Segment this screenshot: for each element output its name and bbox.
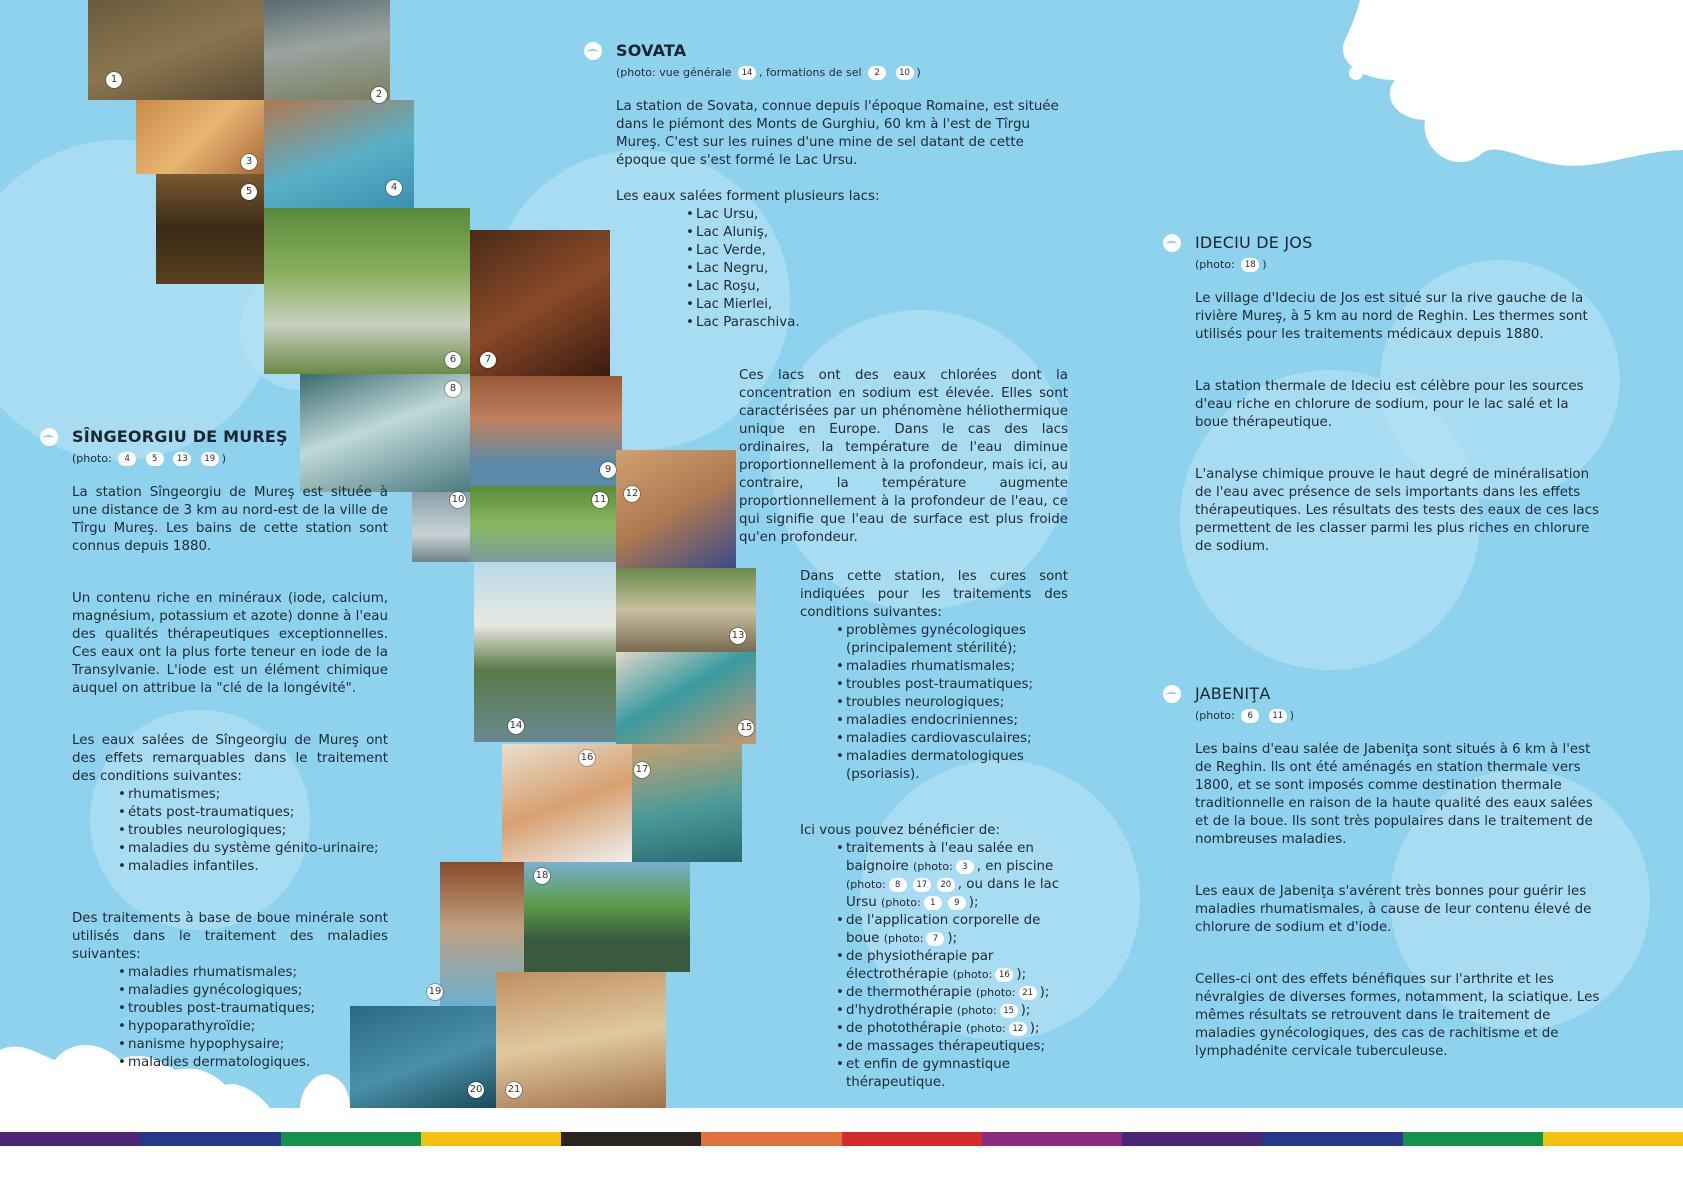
list-item: • Lac Paraschiva.: [686, 314, 1068, 332]
photo-ref-label: (photo:: [1195, 258, 1235, 271]
jabenita-heading: [1195, 685, 1605, 705]
list-item: • Lac Aluniş,: [686, 224, 1068, 242]
photo-ref-label: ): [916, 66, 921, 79]
benefit-text: de l'application corporelle de boue: [846, 913, 1041, 946]
photo-number-17: 17: [634, 762, 650, 778]
photo-number-14: 14: [508, 718, 524, 734]
singeorgiu-title: SÎNGEORGIU DE MUREŞ: [72, 427, 288, 446]
color-segment: [1403, 1132, 1543, 1146]
photo-number-8: 8: [445, 381, 461, 397]
list-item: • problèmes gynécologiques (principalement stérilité);: [836, 622, 1068, 658]
jabenita-title: JABENIŢA: [1195, 684, 1271, 703]
benefit-text: );: [1039, 985, 1050, 1000]
list-item: • maladies rhumatismales;: [118, 964, 388, 982]
sovata-lakes-list: [686, 206, 1068, 332]
list-item: • maladies dermatologiques (psoriasis).: [836, 748, 1068, 784]
singeorgiu-minerals: Un contenu riche en minéraux (iode, calcium, magnésium, potassium et azote) donne à l'eau des qualités thérapeutiques exceptionnelles. Ces eaux ont la plus forte teneur en iode de la Transylvanie. L'iode est un élément chimique auquel on attribue la "clé de la longévité".: [72, 591, 388, 696]
list-item: • Lac Mierlei,: [686, 296, 1068, 314]
list-item: • de massages thérapeutiques;: [836, 1038, 1068, 1056]
photo-ref-badge: 2: [868, 66, 886, 80]
list-item: • maladies du système génito-urinaire;: [118, 840, 388, 858]
photo-ref-badge: 17: [913, 878, 931, 892]
photo-number-13: 13: [730, 628, 746, 644]
color-stripe: [0, 1132, 1683, 1146]
photo-17-indoor-pool: [632, 744, 742, 862]
sovata-cures-intro: Dans cette station, les cures sont indiquées pour les traitements des conditions suivantes:: [800, 569, 1068, 620]
jabenita-p1: Les bains d'eau salée de Jabeniţa sont situés à 6 km à l'est de Reghin. Ils ont été aménagés en station thermale vers 1800, et se sont imposés comme destination thermale traditionnelle en raison de la haute qualité des eaux salées et de la boue. Ils sont très populaires dans le traitement de nombreuses maladies.: [1195, 742, 1593, 847]
sovata-benefits-list: [836, 840, 1068, 1092]
photo-number-1: 1: [106, 72, 122, 88]
section-ideciu: [1195, 234, 1605, 556]
color-segment: [842, 1132, 982, 1146]
singeorgiu-intro: La station Sîngeorgiu de Mureş est située à une distance de 3 km au nord-est de la ville de Tîrgu Mureş. Les bains de cette station sont connus depuis 1880.: [72, 485, 388, 554]
list-item: • troubles neurologiques;: [836, 694, 1068, 712]
photo-number-15: 15: [738, 720, 754, 736]
photo-number-11: 11: [592, 492, 608, 508]
color-segment: [0, 1132, 140, 1146]
photo-number-10: 10: [450, 492, 466, 508]
photo-ref-label: (photo:: [966, 1022, 1006, 1035]
wave-bullet-icon: [584, 42, 602, 60]
photo-number-16: 16: [579, 750, 595, 766]
ideciu-p1: Le village d'Ideciu de Jos est situé sur la rive gauche de la rivière Mureş, à 5 km au nord de Reghin. Les thermes sont utilisés pour les traitements médicaux depuis 1880.: [1195, 291, 1588, 342]
photo-14-hotel-lake: [474, 562, 616, 742]
jabenita-p2: Les eaux de Jabeniţa s'avérent très bonnes pour guérir les maladies rhumatismales, à cause de leur contenu élevé de chlorure de sodium et d'iode.: [1195, 884, 1592, 935]
photo-number-5: 5: [241, 184, 257, 200]
list-item: • Lac Verde,: [686, 242, 1068, 260]
list-item: • maladies infantiles.: [118, 858, 388, 876]
photo-ref-badge: 3: [956, 860, 974, 874]
photo-ref-badge: 10: [896, 66, 914, 80]
photo-ref-label: (photo:: [956, 1004, 997, 1017]
benefit-text: , ou dans le lac Ursu: [846, 877, 1060, 910]
photo-ref-badge: 19: [201, 452, 219, 466]
singeorgiu-salt-list: [118, 786, 388, 876]
list-item: • états post-traumatiques;: [118, 804, 388, 822]
color-segment: [140, 1132, 280, 1146]
benefit-text: , en piscine: [976, 859, 1054, 874]
sovata-heading: [616, 42, 1068, 62]
photo-number-20: 20: [468, 1082, 484, 1098]
photo-6-park: [264, 208, 470, 374]
photo-number-18: 18: [534, 868, 550, 884]
sovata-benefits-intro: Ici vous pouvez bénéficier de:: [800, 823, 1000, 838]
benefit-text: de thermothérapie: [846, 985, 972, 1000]
wave-bullet-icon: [1163, 685, 1181, 703]
list-item: • Lac Negru,: [686, 260, 1068, 278]
photo-number-12: 12: [624, 486, 640, 502]
list-item: • maladies gynécologiques;: [118, 982, 388, 1000]
photo-ref-badge: 4: [118, 452, 136, 466]
sovata-benefits: [800, 822, 1068, 1092]
photo-ref-badge: 14: [738, 66, 756, 80]
sovata-lakes-intro: Les eaux salées forment plusieurs lacs:: [616, 189, 880, 204]
benefit-text: traitements à l'eau salée en baignoire: [846, 841, 1034, 874]
color-segment: [1543, 1132, 1683, 1146]
photo-ref-label: , formations de sel: [759, 66, 862, 79]
photo-16-physiotherapy: [502, 744, 632, 862]
photo-ref-badge: 7: [926, 932, 944, 946]
benefit-text: de photothérapie: [846, 1021, 962, 1036]
photo-ref-badge: 1: [924, 896, 942, 910]
sovata-intro: La station de Sovata, connue depuis l'époque Romaine, est située dans le piémont des Monts de Gurghiu, 60 km à l'est de Tîrgu Mureş. C'est sur les ruines d'une mine de sel datant de cette époque que s'est formé le Lac Ursu.: [616, 99, 1059, 168]
list-item: [836, 948, 1068, 984]
photo-number-9: 9: [600, 462, 616, 478]
list-item: • maladies endocriniennes;: [836, 712, 1068, 730]
benefit-text: );: [947, 931, 958, 946]
photo-number-7: 7: [480, 352, 496, 368]
photo-ref-label: (photo:: [883, 932, 924, 945]
singeorgiu-mud-intro: Des traitements à base de boue minérale sont utilisés dans le traitement des maladies suivantes:: [72, 911, 388, 962]
sovata-cures-list: [836, 622, 1068, 784]
photo-number-4: 4: [386, 180, 402, 196]
photo-ref-label: (photo:: [72, 452, 112, 465]
photo-2-salt-formations: [264, 0, 390, 100]
list-item: • nanisme hypophysaire;: [118, 1036, 388, 1054]
color-segment: [561, 1132, 701, 1146]
photo-ref-label: ): [1262, 258, 1267, 271]
singeorgiu-mud-list: [118, 964, 388, 1072]
jabenita-photo-ref: [1195, 707, 1605, 725]
photo-ref-badge: 11: [1269, 709, 1287, 723]
list-item: [836, 1020, 1068, 1038]
photo-ref-label: (photo:: [952, 968, 993, 981]
section-sovata: [616, 42, 1068, 332]
ideciu-photo-ref: [1195, 256, 1605, 274]
benefit-text: );: [1016, 967, 1027, 982]
color-segment: [1122, 1132, 1262, 1146]
photo-ref-badge: 12: [1009, 1022, 1027, 1036]
color-segment: [421, 1132, 561, 1146]
photo-ref-badge: 5: [146, 452, 164, 466]
wave-bullet-icon: [40, 428, 58, 446]
photo-ref-badge: 8: [889, 878, 907, 892]
sovata-heliothermic: Ces lacs ont des eaux chlorées dont la concentration en sodium est élevée. Elles sont caractérisées par un phénomène héliothermique unique en Europe. Dans le cas des lacs ordinaires, la température de l'eau diminue proportionnellement à la profondeur, mais ici, au contraire, la température augmente proportionnellement à la profondeur de l'eau, ce qui signifie que l'eau de surface est plus froide qu'en profondeur.: [739, 368, 1068, 545]
list-item: • maladies dermatologiques.: [118, 1054, 388, 1072]
list-item: • et enfin de gymnastique thérapeutique.: [836, 1056, 1068, 1092]
benefit-text: );: [968, 895, 979, 910]
benefit-text: );: [1029, 1021, 1040, 1036]
list-item: • rhumatismes;: [118, 786, 388, 804]
list-item: • hypoparathyroïdie;: [118, 1018, 388, 1036]
photo-ref-badge: 6: [1241, 709, 1259, 723]
photo-ref-badge: 15: [1000, 1004, 1018, 1018]
photo-ref-label: ): [1289, 709, 1295, 722]
photo-ref-label: (photo:: [846, 878, 886, 891]
photo-ref-label: (photo:: [913, 860, 953, 873]
color-segment: [701, 1132, 841, 1146]
list-item: • maladies cardiovasculaires;: [836, 730, 1068, 748]
photo-ref-badge: 13: [173, 452, 191, 466]
list-item: • maladies rhumatismales;: [836, 658, 1068, 676]
list-item: [836, 984, 1068, 1002]
ideciu-title: IDECIU DE JOS: [1195, 233, 1313, 252]
color-segment: [281, 1132, 421, 1146]
color-segment: [1262, 1132, 1402, 1146]
photo-ref-label: (photo:: [1195, 709, 1235, 722]
jabenita-p3: Celles-ci ont des effets bénéfiques sur l'arthrite et les névralgies de diverses formes, notamment, la sciatique. Les mêmes résultats se retrouvent dans le traitement de maladies gynécologiques, des cas de rachitisme et de lymphadénite cervicale tuberculeuse.: [1195, 972, 1600, 1059]
list-item: [836, 840, 1068, 912]
photo-ref-label: ): [221, 452, 227, 465]
list-item: • Lac Roşu,: [686, 278, 1068, 296]
ideciu-p3: L'analyse chimique prouve le haut degré de minéralisation de l'eau avec présence de sels importants dans les effets thérapeutiques. Les résultats des tests des eaux de ces lacs permettent de les classer parmi les plus riches en chlorure de sodium.: [1195, 467, 1599, 554]
list-item: [836, 1002, 1068, 1020]
wave-bullet-icon: [1163, 234, 1181, 252]
singeorgiu-photo-ref: [72, 450, 388, 468]
photo-ref-badge: 9: [948, 896, 966, 910]
photo-12-massage: [616, 450, 736, 568]
section-singeorgiu: [72, 428, 388, 1072]
photo-ref-badge: 18: [1241, 258, 1259, 272]
photo-ref-badge: 16: [995, 968, 1013, 982]
list-item: [836, 912, 1068, 948]
ideciu-p2: La station thermale de Ideciu est célèbre pour les sources d'eau riche en chlorure de sodium, pour le lac salé et la boue thérapeutique.: [1195, 379, 1584, 430]
photo-number-2: 2: [371, 87, 387, 103]
benefit-text: );: [1020, 1003, 1031, 1018]
list-item: • Lac Ursu,: [686, 206, 1068, 224]
photo-number-19: 19: [427, 984, 443, 1000]
sovata-photo-ref: [616, 64, 1068, 82]
section-jabenita: [1195, 685, 1605, 1061]
photo-ref-badge: 20: [937, 878, 955, 892]
photo-ref-label: (photo:: [881, 896, 921, 909]
ideciu-heading: [1195, 234, 1605, 254]
photo-number-3: 3: [241, 154, 257, 170]
singeorgiu-salt-intro: Les eaux salées de Sîngeorgiu de Mureş ont des effets remarquables dans le traitement des conditions suivantes:: [72, 733, 388, 784]
photo-ref-label: (photo: vue générale: [616, 66, 732, 79]
list-item: • troubles post-traumatiques;: [836, 676, 1068, 694]
sovata-cures: [800, 568, 1068, 784]
color-segment: [982, 1132, 1122, 1146]
photo-ref-label: (photo:: [975, 986, 1016, 999]
list-item: • troubles post-traumatiques;: [118, 1000, 388, 1018]
photo-ref-badge: 21: [1019, 986, 1037, 1000]
benefit-text: d'hydrothérapie: [846, 1003, 953, 1018]
photo-number-6: 6: [445, 352, 461, 368]
singeorgiu-heading: [72, 428, 388, 448]
benefit-text: de physiothérapie par électrothérapie: [846, 949, 994, 982]
photo-15-treatment-tub: [616, 652, 756, 744]
list-item: • troubles neurologiques;: [118, 822, 388, 840]
sovata-title: SOVATA: [616, 41, 687, 60]
photo-number-21: 21: [506, 1082, 522, 1098]
